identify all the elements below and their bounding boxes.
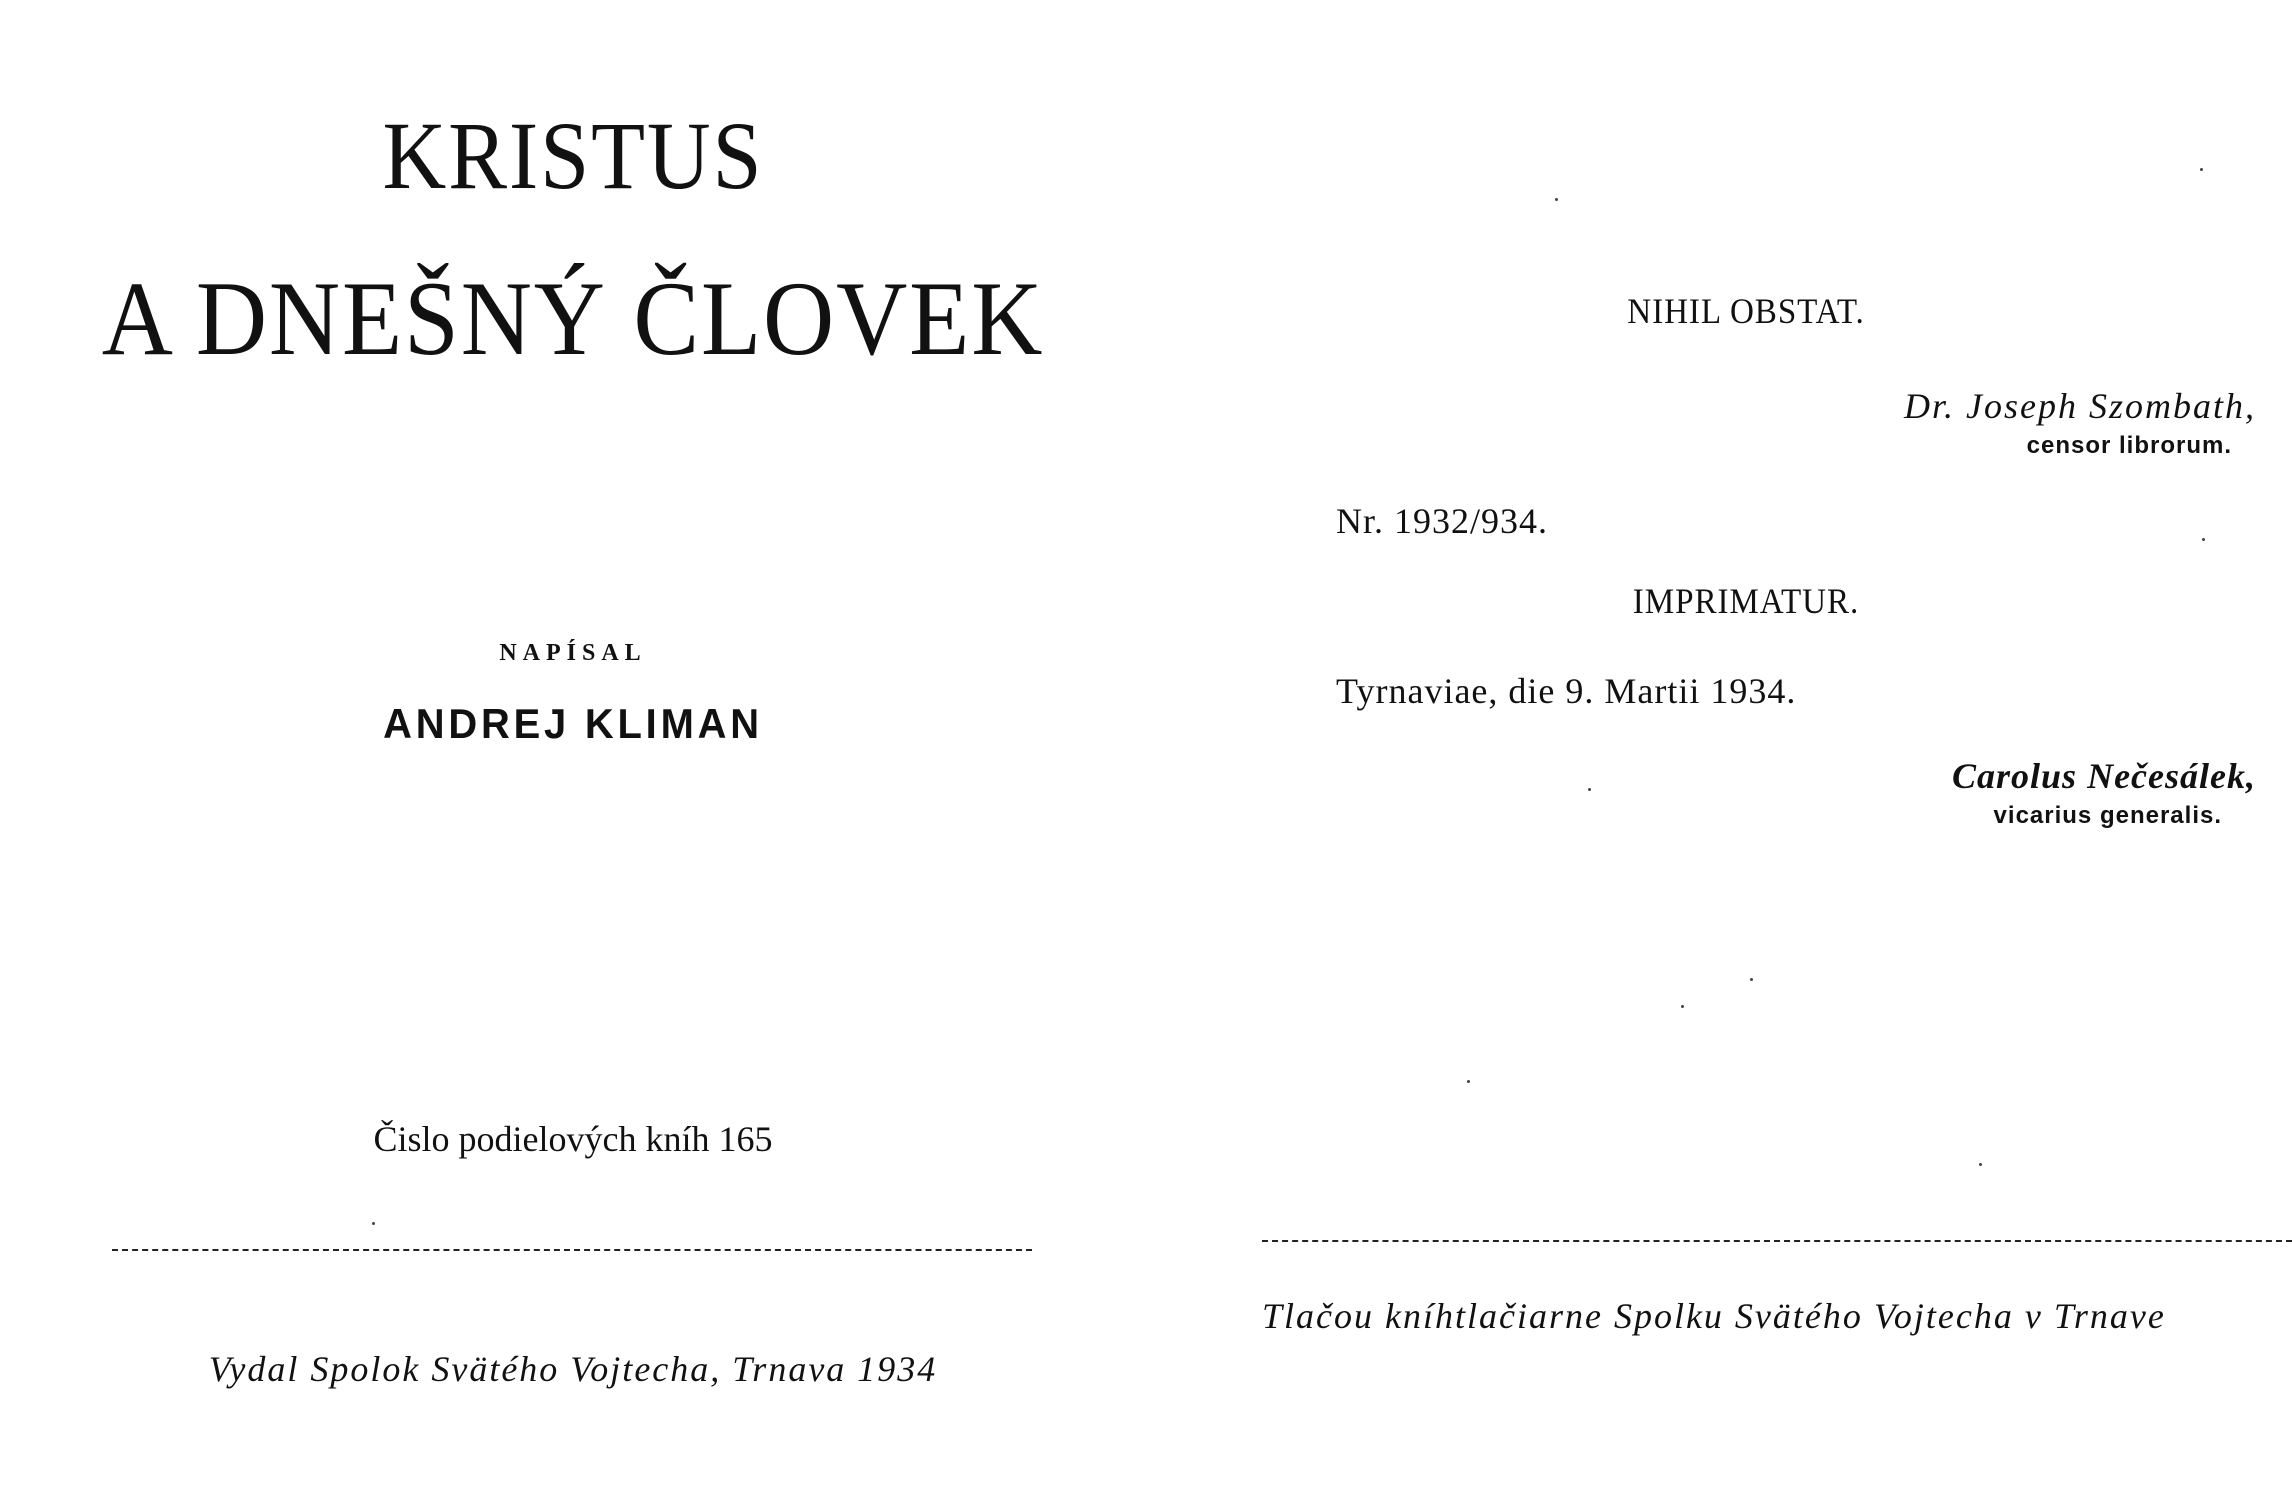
vicar-signature: Carolus Nečesálek, [1952,756,2256,796]
print-speck [1555,198,1558,201]
publisher-line: Vydal Spolok Svätého Vojtecha, Trnava 1934 [208,1349,938,1389]
approval-page [1200,0,2292,1500]
nihil-obstat-heading: NIHIL OBSTAT. [1627,291,1865,331]
vicar-title: vicarius generalis. [1993,802,2222,829]
print-speck [1750,978,1753,981]
author-name: ANDREJ KLIMAN [383,700,763,747]
book-title-line2: A DNEŠNÝ ČLOVEK [101,260,1045,377]
book-title-line1: KRISTUS [382,102,764,209]
divider-rule [112,1249,1032,1251]
place-and-date: Tyrnaviae, die 9. Martii 1934. [1336,671,1797,711]
print-speck [2202,538,2205,541]
print-speck [1681,1005,1684,1008]
print-speck [372,1222,375,1225]
series-number: Čislo podielových kníh 165 [373,1119,773,1159]
printer-line: Tlačou kníhtlačiarne Spolku Svätého Vojtecha v Trnave [1262,1296,2166,1336]
print-speck [1588,788,1591,791]
print-speck [1467,1080,1470,1083]
reference-number: Nr. 1932/934. [1336,501,1549,541]
print-speck [2200,168,2203,171]
print-speck [1979,1163,1982,1166]
censor-title: censor librorum. [2026,432,2232,459]
byline-label: NAPÍSAL [499,640,647,666]
divider-rule [1262,1240,2292,1242]
imprimatur-heading: IMPRIMATUR. [1632,581,1860,621]
censor-signature: Dr. Joseph Szombath, [1904,386,2256,426]
